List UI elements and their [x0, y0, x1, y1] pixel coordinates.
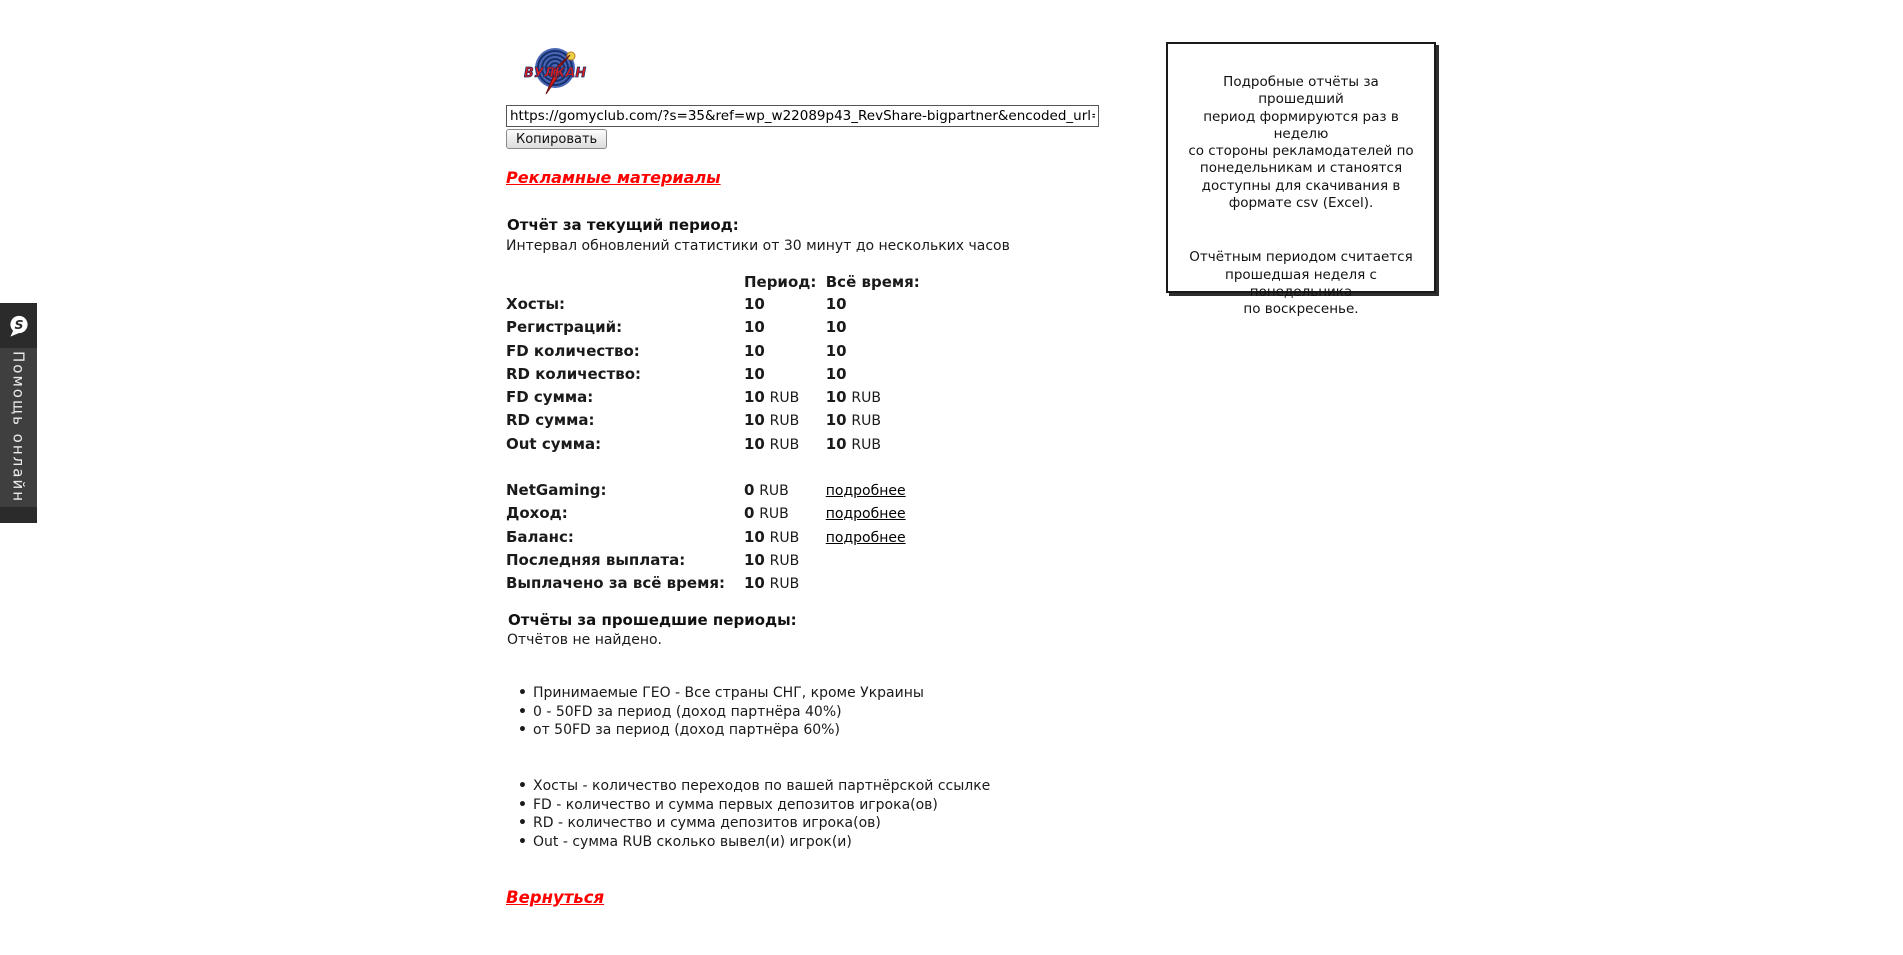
bullet-icon: •: [518, 778, 527, 794]
table-row: RD сумма: 10 RUB 10 RUB: [506, 411, 881, 430]
bullet-icon: •: [518, 815, 527, 832]
table-row: Доход: 0 RUB подробнее: [506, 504, 906, 523]
terms-list: [518, 684, 924, 740]
past-reports-title: Отчёты за прошедшие периоды:: [508, 611, 797, 629]
bullet-icon: •: [518, 703, 527, 720]
table-row: NetGaming: 0 RUB подробнее: [506, 481, 906, 499]
table-row: FD сумма: 10 RUB 10 RUB: [506, 388, 881, 407]
back-link[interactable]: Вернуться: [506, 888, 605, 907]
info-paragraph-2: Отчётным периодом считается прошедшая неделя с понедельника по воскресенье.: [1189, 249, 1413, 318]
svg-text:S: S: [13, 316, 24, 332]
copy-link-button[interactable]: Копировать: [506, 129, 607, 149]
chat-widget-footer: [0, 507, 37, 523]
balance-table: [506, 481, 936, 597]
chat-bubble-icon: [7, 314, 31, 338]
bullet-icon: •: [518, 722, 527, 739]
list-item: • Хосты - количество переходов по вашей партнёрской ссылке: [518, 778, 991, 794]
chat-open-button[interactable]: [0, 303, 37, 348]
col-header-period: Период:: [743, 273, 817, 291]
svg-text:ВУЛКАН: ВУЛКАН: [524, 66, 587, 81]
referral-url-input[interactable]: [506, 105, 1099, 127]
current-report-subtitle: Интервал обновлений статистики от 30 минут до нескольких часов: [506, 238, 1010, 254]
past-reports-empty: Отчётов не найдено.: [507, 632, 662, 648]
list-item: • Out - сумма RUB сколько вывел(и) игрок(и): [518, 833, 852, 850]
chat-widget-label[interactable]: Помощь онлайн: [0, 348, 37, 507]
paragraph-spacer: [1180, 212, 1422, 249]
list-item: • от 50FD за период (доход партнёра 60%): [518, 722, 840, 739]
list-item: • Принимаемые ГЕО - Все страны СНГ, кроме Украины: [518, 685, 924, 701]
table-row: Последняя выплата: 10 RUB: [506, 550, 800, 569]
table-row: Выплачено за всё время: 10 RUB: [506, 574, 800, 593]
table-row: Баланс: 10 RUB подробнее: [506, 527, 906, 546]
table-row: Out сумма: 10 RUB 10 RUB: [506, 434, 881, 453]
list-item: • FD - количество и сумма первых депозитов игрока(ов): [518, 796, 938, 813]
bullet-icon: •: [518, 833, 527, 850]
info-paragraph-1: Подробные отчёты за прошедший период формируются раз в неделю со стороны рекламодателей по понедельникам и станоятся доступны для скачивания в формате csv (Excel).: [1188, 74, 1414, 212]
table-row: Хосты: 10 10: [506, 295, 847, 313]
balance-details-link[interactable]: подробнее: [825, 529, 906, 546]
table-row: FD количество: 10 10: [506, 341, 847, 360]
list-item: • 0 - 50FD за период (доход партнёра 40%): [518, 703, 842, 720]
vulkan-logo[interactable]: [524, 47, 588, 96]
current-report-title: Отчёт за текущий период:: [507, 216, 739, 234]
promo-materials-link[interactable]: Рекламные материалы: [506, 168, 721, 187]
list-item: • RD - количество и сумма депозитов игрока(ов): [518, 815, 881, 832]
glossary-list: [518, 777, 990, 851]
table-row: RD количество: 10 10: [506, 364, 847, 383]
current-report-table: [506, 273, 936, 458]
reports-info-box: [1166, 42, 1436, 318]
netgaming-details-link[interactable]: подробнее: [825, 483, 906, 499]
vulkan-logo-icon: [524, 47, 588, 96]
chat-widget-tab: [0, 303, 37, 523]
col-header-all-time: Всё время:: [825, 273, 920, 291]
table-row: Регистраций: 10 10: [506, 318, 847, 337]
table-header-row: [506, 273, 936, 291]
bullet-icon: •: [518, 796, 527, 813]
bullet-icon: •: [518, 685, 527, 701]
income-details-link[interactable]: подробнее: [825, 506, 906, 523]
